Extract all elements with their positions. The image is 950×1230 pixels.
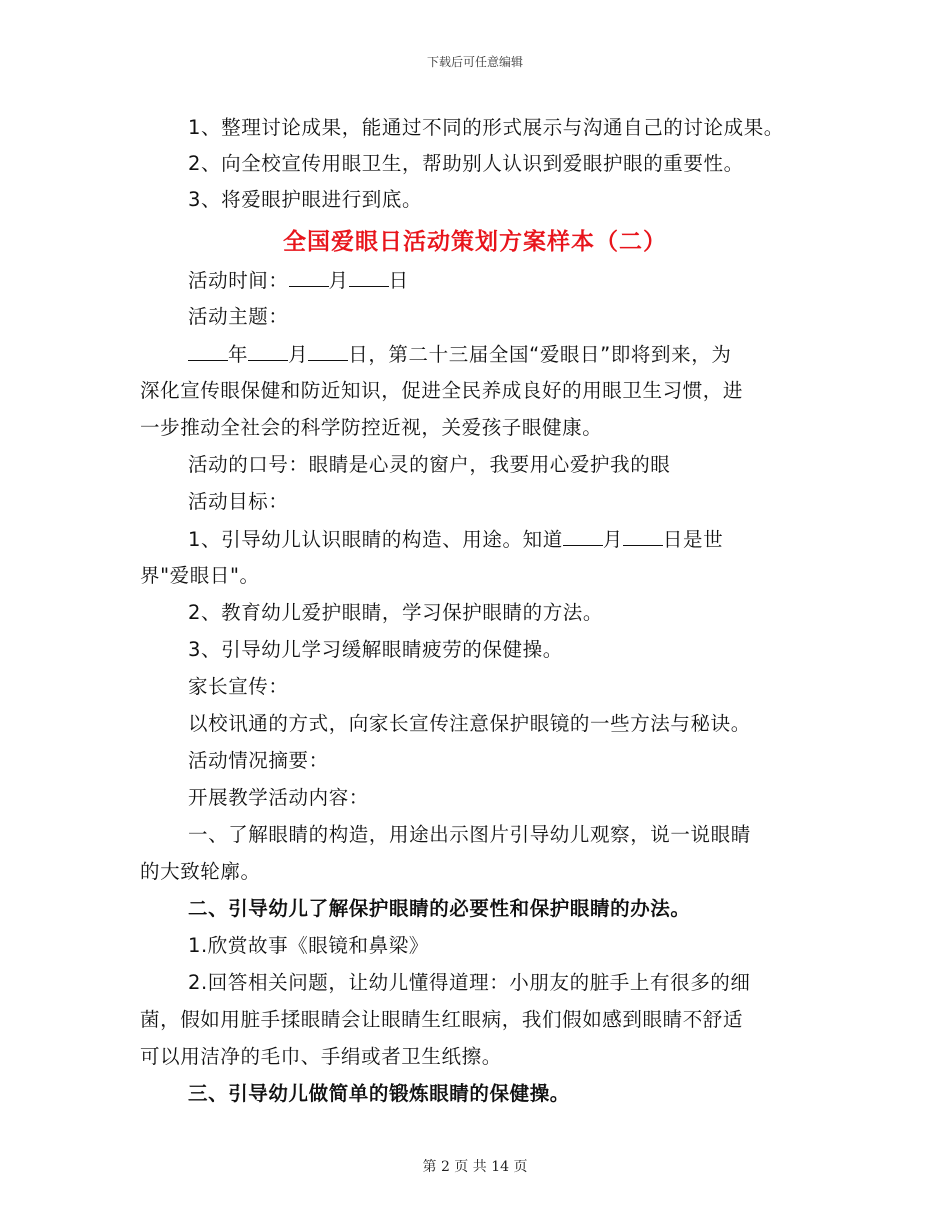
step-2-item-2-line-3: 可以用洁净的毛巾、手绢或者卫生纸擦。 — [140, 1045, 502, 1068]
step-2-heading: 二、引导幼儿了解保护眼睛的必要性和保护眼睛的办法。 — [188, 897, 691, 920]
theme-paragraph-line-1 — [188, 342, 731, 367]
blank-underline — [308, 342, 348, 361]
day-label: 日 — [388, 269, 409, 292]
goal-1-text-rest: 日是世 — [662, 528, 724, 551]
goal-item-3: 3、引导幼儿学习缓解眼睛疲劳的保健操。 — [188, 638, 563, 661]
goal-item-1-line-2: 界"爱眼日"。 — [140, 564, 260, 587]
page-footer: 第 2 页 共 14 页 — [422, 1159, 528, 1175]
blank-underline — [349, 268, 389, 287]
month-label: 月 — [328, 269, 349, 292]
parent-text: 以校讯通的方式，向家长宣传注意保护眼镜的一些方法与秘诀。 — [188, 712, 751, 735]
intro-item-1: 1、整理讨论成果，能通过不同的形式展示与沟通自己的讨论成果。 — [188, 116, 784, 139]
month-label: 月 — [288, 343, 309, 366]
goal-1-text: 1、引导幼儿认识眼睛的构造、用途。知道 — [188, 528, 563, 551]
document-title: 全国爱眼日活动策划方案样本（二） — [283, 229, 667, 255]
blank-underline — [289, 268, 329, 287]
step-1-line-2: 的大致轮廓。 — [140, 860, 261, 883]
month-label: 月 — [602, 528, 623, 551]
blank-underline — [563, 527, 603, 546]
theme-paragraph-line-3: 一步推动全社会的科学防控近视，关爱孩子眼健康。 — [140, 416, 603, 439]
blank-underline — [248, 342, 288, 361]
parent-label: 家长宣传： — [188, 675, 289, 698]
theme-text-rest: 日，第二十三届全国“爱眼日”即将到来，为 — [348, 343, 732, 366]
slogan: 活动的口号：眼睛是心灵的窗户，我要用心爱护我的眼 — [188, 453, 671, 476]
step-1-line-1: 一、了解眼睛的构造，用途出示图片引导幼儿观察，说一说眼睛 — [188, 823, 751, 846]
theme-paragraph-line-2: 深化宣传眼保健和防近知识，促进全民养成良好的用眼卫生习惯，进 — [140, 379, 744, 402]
goal-item-2: 2、教育幼儿爱护眼睛，学习保护眼睛的方法。 — [188, 601, 604, 624]
blank-underline — [623, 527, 663, 546]
summary-label: 活动情况摘要： — [188, 749, 329, 772]
activity-time-label: 活动时间： — [188, 269, 289, 292]
blank-underline — [188, 342, 228, 361]
goal-label: 活动目标： — [188, 490, 289, 513]
step-3-heading: 三、引导幼儿做简单的锻炼眼睛的保健操。 — [188, 1082, 570, 1105]
goal-item-1-line-1 — [188, 527, 723, 552]
step-2-item-2-line-2: 菌，假如用脏手揉眼睛会让眼睛生红眼病，我们假如感到眼睛不舒适 — [140, 1008, 744, 1031]
step-2-item-2-line-1: 2.回答相关问题，让幼儿懂得道理：小朋友的脏手上有很多的细 — [188, 971, 751, 994]
intro-item-2: 2、向全校宣传用眼卫生，帮助别人认识到爱眼护眼的重要性。 — [188, 152, 744, 175]
step-2-item-1: 1.欣赏故事《眼镜和鼻梁》 — [188, 934, 429, 957]
year-label: 年 — [228, 343, 249, 366]
theme-label: 活动主题： — [188, 305, 289, 328]
page-header: 下载后可任意编辑 — [426, 55, 523, 69]
content-label: 开展教学活动内容： — [188, 786, 369, 809]
activity-time — [188, 268, 409, 293]
intro-item-3: 3、将爱眼护眼进行到底。 — [188, 188, 423, 211]
